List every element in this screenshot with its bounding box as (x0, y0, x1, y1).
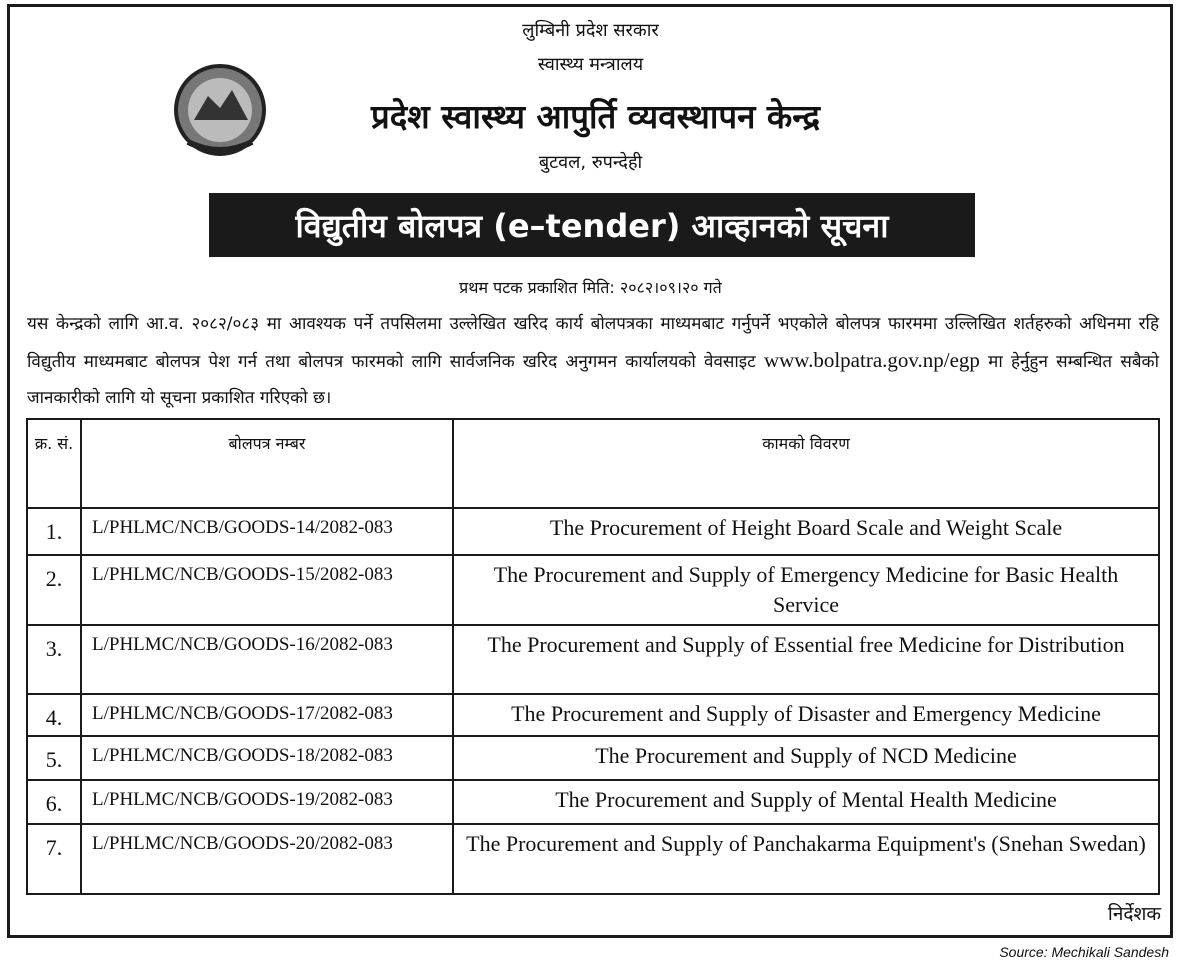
table-header-row (27, 419, 1159, 508)
serial-cell: 3. (27, 625, 81, 694)
serial-cell: 6. (27, 780, 81, 824)
table-row (27, 625, 1159, 694)
bolpatra-link[interactable]: www.bolpatra.gov.np/egp (763, 348, 980, 372)
table-row (27, 694, 1159, 736)
description-cell: The Procurement and Supply of Essential free Medicine for Distribution (453, 625, 1159, 694)
serial-cell: 2. (27, 555, 81, 625)
serial-cell: 1. (27, 508, 81, 555)
location: बुटवल, रुपन्देही (538, 152, 643, 173)
signature-director: निर्देशक (1107, 903, 1161, 925)
notice-title: विद्युतीय बोलपत्र (e–tender) आव्हानको सूचना (209, 193, 975, 257)
table-row (27, 555, 1159, 625)
body-text-1: यस केन्द्रको लागि आ.व. २०८२/०८३ मा आवश्यक पर्ने तपसिलमा उल्लेखित खरिद कार्य बोलपत्रका माध्यमबाट गर्नुपर्ने भएकोले बोलपत्र फारममा उल्लिखित शर्तहरुको अधिनमा रहि विद्युतीय माध्यमबाट बोलपत्र पेश गर्न तथा बोलपत्र फारमको लागि सार्वजनिक खरिद अनुगमन कार्यालयको वेवसाइट (27, 314, 1159, 372)
description-cell: The Procurement of Height Board Scale and Weight Scale (453, 508, 1159, 555)
tender-number-cell: L/PHLMC/NCB/GOODS-15/2082-083 (81, 555, 453, 625)
tender-number-cell: L/PHLMC/NCB/GOODS-19/2082-083 (81, 780, 453, 824)
notice-body (27, 306, 1159, 416)
source-credit: Source: Mechikali Sandesh (999, 944, 1169, 960)
tender-number-cell: L/PHLMC/NCB/GOODS-14/2082-083 (81, 508, 453, 555)
description-cell: The Procurement and Supply of Panchakarma Equipment's (Snehan Swedan) (453, 824, 1159, 894)
header-description: कामको विवरण (453, 419, 1159, 508)
body-text-2: मा हेर्नुहुन सम्बन्धित सबैको जानकारीको लागि यो सूचना प्रकाशित गरिएको छ। (27, 352, 1159, 408)
header-tender-number: बोलपत्र नम्बर (81, 419, 453, 508)
description-cell: The Procurement and Supply of Mental Health Medicine (453, 780, 1159, 824)
organization-name: प्रदेश स्वास्थ्य आपुर्ति व्यवस्थापन केन्द्र (370, 97, 821, 136)
serial-cell: 5. (27, 736, 81, 780)
description-cell: The Procurement and Supply of Emergency Medicine for Basic Health Service (453, 555, 1159, 625)
tender-table (26, 418, 1160, 895)
header-serial: क्र. सं. (27, 419, 81, 508)
table-row (27, 736, 1159, 780)
publish-date: प्रथम पटक प्रकाशित मिति: २०८२।०९।२० गते (459, 278, 722, 297)
tender-number-cell: L/PHLMC/NCB/GOODS-16/2082-083 (81, 625, 453, 694)
tender-number-cell: L/PHLMC/NCB/GOODS-20/2082-083 (81, 824, 453, 894)
tender-number-cell: L/PHLMC/NCB/GOODS-18/2082-083 (81, 736, 453, 780)
description-cell: The Procurement and Supply of NCD Medicine (453, 736, 1159, 780)
description-cell: The Procurement and Supply of Disaster and Emergency Medicine (453, 694, 1159, 736)
serial-cell: 7. (27, 824, 81, 894)
tender-number-cell: L/PHLMC/NCB/GOODS-17/2082-083 (81, 694, 453, 736)
table-row (27, 508, 1159, 555)
table-row (27, 780, 1159, 824)
government-name: लुम्बिनी प्रदेश सरकार (522, 20, 659, 41)
serial-cell: 4. (27, 694, 81, 736)
ministry-name: स्वास्थ्य मन्त्रालय (537, 54, 644, 75)
table-row (27, 824, 1159, 894)
